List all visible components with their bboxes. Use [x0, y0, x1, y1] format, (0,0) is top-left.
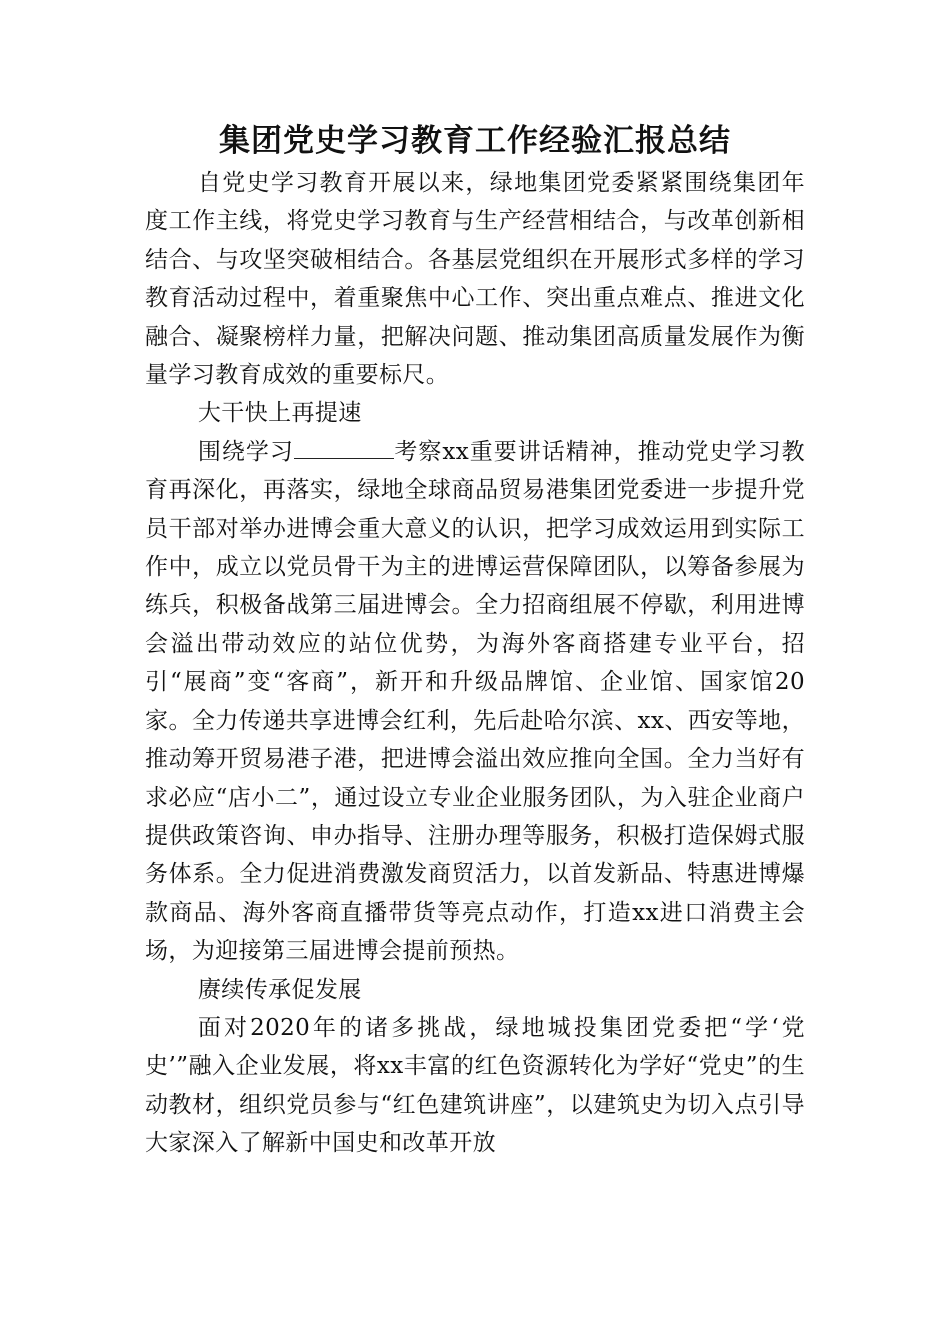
document-title: 集团党史学习教育工作经验汇报总结: [219, 123, 731, 159]
intro-paragraph: 自党史学习教育开展以来，绿地集团党委紧紧围绕集团年度工作主线，将党史学习教育与生产经营相结合，与改革创新相结合、与攻坚突破相结合。各基层党组织在开展形式多样的学习教育活动过程中，着重聚焦中心工作、突出重点难点、推进文化融合、凝聚榜样力量，把解决问题、推动集团高质量发展作为衡量学习教育成效的重要标尺。: [145, 170, 805, 389]
section-paragraph-2: 面对2020年的诸多挑战，绿地城投集团党委把“学‘党史’”融入企业发展，将xx丰富的红色资源转化为学好“党史”的生动教材，组织党员参与“红色建筑讲座”，以建筑史为切入点引导大家深入了解新中国史和改革开放: [145, 1014, 805, 1157]
fill-in-blank-line: [294, 438, 394, 459]
document-page: [145, 118, 805, 1163]
section-paragraph-1: [145, 433, 805, 971]
section-1-body-text: 考察xx重要讲话精神，推动党史学习教育再深化，再落实，绿地全球商品贸易港集团党委进一步提升党员干部对举办进博会重大意义的认识，把学习成效运用到实际工作中，成立以党员骨干为主的进博运营保障团队，以筹备参展为练兵，积极备战第三届进博会。全力招商组展不停歇，利用进博会溢出带动效应的站位优势，为海外客商搭建专业平台，招引“展商”变“客商”，新开和升级品牌馆、企业馆、国家馆20家。全力传递共享进博会红利，先后赴哈尔滨、xx、西安等地，推动筹开贸易港子港，把进博会溢出效应推向全国。全力当好有求必应“店小二”，通过设立专业企业服务团队，为入驻企业商户提供政策咨询、申办指导、注册办理等服务，积极打造保姆式服务体系。全力促进消费激发商贸活力，以首发新品、特惠进博爆款商品、海外客商直播带货等亮点动作，打造xx进口消费主会场，为迎接第三届进博会提前预热。: [145, 438, 805, 965]
section-heading-2: 赓续传承促发展: [197, 976, 362, 1003]
section-heading-1: 大干快上再提速: [197, 400, 362, 427]
section-1-lead-text: 围绕学习: [197, 438, 294, 465]
